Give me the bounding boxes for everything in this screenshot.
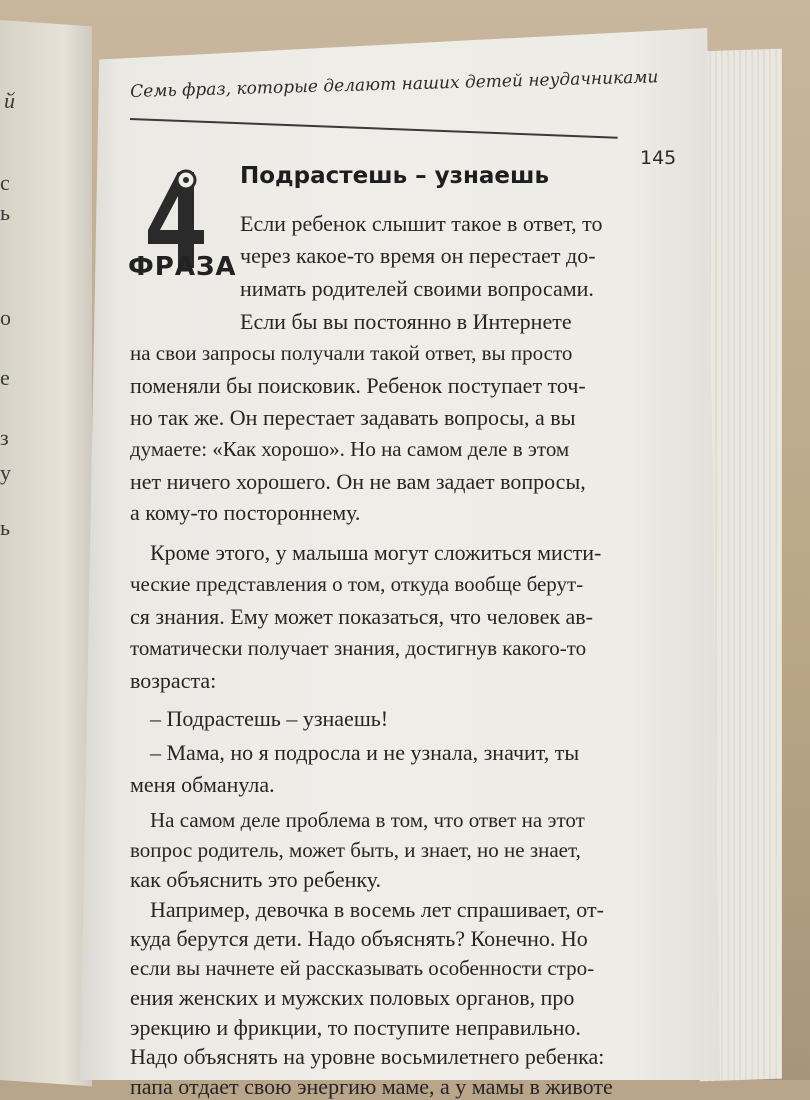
body-text-line: Если ребенок слышит такое в ответ, то (240, 211, 603, 236)
body-text-line: ся знания. Ему может показаться, что человек ав- (130, 604, 593, 629)
body-text-line: а кому-то постороннему. (130, 500, 361, 525)
left-page-fragment: й (4, 88, 15, 113)
body-text-line: Если бы вы постоянно в Интернете (240, 309, 572, 334)
left-page-fragment: ь (0, 200, 11, 225)
body-text-line: поменяли бы поисковик. Ребенок поступает точ- (130, 373, 586, 398)
body-text-line: папа отдает свою энергию маме, а у мамы в животе (130, 1073, 613, 1099)
body-text-line: если вы начнете ей рассказывать особенности стро- (130, 955, 595, 980)
body-text-line: меня обманула. (130, 772, 275, 797)
body-text-line: томатически получает знания, достигнув какого-то (130, 636, 587, 660)
body-text-line: – Подрастешь – узнаешь! (150, 706, 389, 731)
body-text-line: эрекцию и фрикции, то поступите неправильно. (130, 1014, 581, 1040)
body-text-line: куда берутся дети. Надо объяснять? Конечно. Но (130, 926, 588, 951)
body-text-line: Надо объяснять на уровне восьмилетнего ребенка: (130, 1044, 605, 1069)
body-text-line: нимать родителей своими вопросами. (240, 276, 594, 301)
left-page-fragment: у (0, 460, 11, 485)
left-page-fragment: е (0, 365, 10, 390)
body-text-line: ения женских и мужских половых органов, про (130, 985, 575, 1010)
section-title: Подрастешь – узнаешь (240, 163, 549, 189)
body-text-line: нет ничего хорошего. Он не вам задает вопросы, (130, 469, 586, 494)
phrase-label: ФРАЗА (128, 252, 237, 282)
body-text-line: но так же. Он перестает задавать вопросы, а вы (130, 405, 576, 430)
left-page-edge (0, 20, 92, 1086)
body-text-line: На самом деле проблема в том, что ответ на этот (150, 808, 585, 832)
page-number: 145 (640, 147, 677, 169)
body-text-line: как объяснить это ребенку. (130, 867, 382, 892)
body-text-line: возраста: (130, 668, 217, 693)
body-text-line: ческие представления о том, откуда вообще берут- (130, 572, 584, 596)
body-text-line: вопрос родитель, может быть, и знает, но не знает, (130, 837, 581, 862)
body-text-line: на свои запросы получали такой ответ, вы просто (130, 341, 573, 365)
left-page-fragment: з (0, 425, 9, 450)
body-text-line: Например, девочка в восемь лет спрашивает, от- (150, 896, 604, 922)
running-head: Семь фраз, которые делают наших детей неудачниками (130, 67, 659, 102)
left-page-fragment: ь (0, 515, 11, 540)
body-text-line: через какое-то время он перестает до- (240, 243, 596, 268)
left-page-fragment: с (0, 170, 10, 195)
body-text-line: думаете: «Как хорошо». Но на самом деле в этом (130, 437, 570, 461)
body-text-line: – Мама, но я подросла и не узнала, значит, ты (150, 740, 580, 765)
body-text-line: Кроме этого, у малыша могут сложиться мисти- (150, 540, 602, 565)
left-page-fragment: о (0, 305, 11, 330)
